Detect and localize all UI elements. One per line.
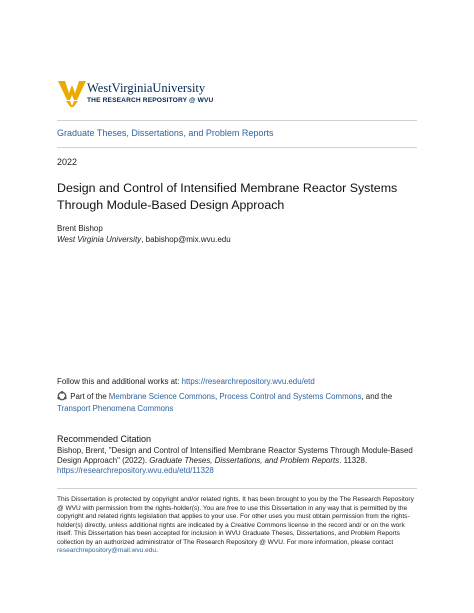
wv-flying-wv-icon	[58, 81, 86, 107]
citation-series: Graduate Theses, Dissertations, and Problem Reports	[149, 456, 340, 465]
citation-heading: Recommended Citation	[57, 434, 152, 444]
legal-end: .	[156, 547, 158, 555]
transport-phenomena-commons-link[interactable]: Transport Phenomena Commons	[57, 404, 174, 413]
etd-collection-link[interactable]: https://researchrepository.wvu.edu/etd	[181, 377, 315, 386]
divider-top	[57, 120, 417, 121]
part-of-sep-1: ,	[214, 392, 220, 401]
logo-subtitle: THE RESEARCH REPOSITORY @ WVU	[87, 96, 214, 104]
legal-text: This Dissertation is protected by copyright and/or related rights. It has been brought to you by the The Research Repository @ WVU with permission from the rights-holder(s). You are free to use this Dissertation in any way that is permitted by the copyright and related rights legislation that applies to your use. For other uses you must obtain permission from the rights-holder(s) directly, unless additional rights are indicated by a Creative Commons license in the record and/ or on the work itself. This Dissertation has been accepted for inclusion in WVU Graduate Theses, Dissertations, and Problem Reports collection by an authorized administrator of The Research Repository @ WVU. For more information, please contact	[57, 496, 414, 546]
logo-name: WestVirginiaUniversity	[87, 81, 206, 95]
citation-number: . 11328.	[339, 456, 368, 465]
part-of-line	[57, 391, 421, 415]
publication-year: 2022	[57, 157, 78, 167]
membrane-science-commons-link[interactable]: Membrane Science Commons	[108, 392, 215, 401]
network-icon	[57, 391, 67, 401]
divider-legal	[57, 488, 417, 489]
process-control-commons-link[interactable]: Process Control and Systems Commons	[219, 392, 362, 401]
legal-notice	[57, 496, 419, 556]
citation-url-link[interactable]: https://researchrepository.wvu.edu/etd/11328	[57, 466, 214, 475]
collection-link-label[interactable]: Graduate Theses, Dissertations, and Problem Reports	[57, 128, 274, 138]
divider-collection	[57, 147, 417, 148]
email-separator: ,	[141, 235, 146, 244]
author-affiliation	[57, 234, 231, 245]
document-title: Design and Control of Intensified Membrane Reactor Systems Through Module-Based Design Approach	[57, 181, 398, 212]
collection-link[interactable]	[57, 127, 273, 139]
contact-email-link[interactable]: researchrepository@mail.wvu.edu	[57, 547, 157, 555]
author-name: Brent Bishop	[57, 224, 103, 233]
part-of-sep-2: , and the	[361, 392, 393, 401]
citation-text: Bishop, Brent, "Design and Control of Intensified Membrane Reactor Systems Through Module-Based Design Approach" (2022).	[57, 446, 413, 465]
follow-prefix: Follow this and additional works at:	[57, 377, 182, 386]
part-of-prefix: Part of the	[68, 392, 109, 401]
follow-line	[57, 376, 315, 387]
wvu-logo[interactable]	[58, 80, 258, 110]
citation-body	[57, 446, 421, 476]
author-email: babishop@mix.wvu.edu	[145, 235, 231, 244]
author-institution: West Virginia University	[57, 235, 142, 244]
